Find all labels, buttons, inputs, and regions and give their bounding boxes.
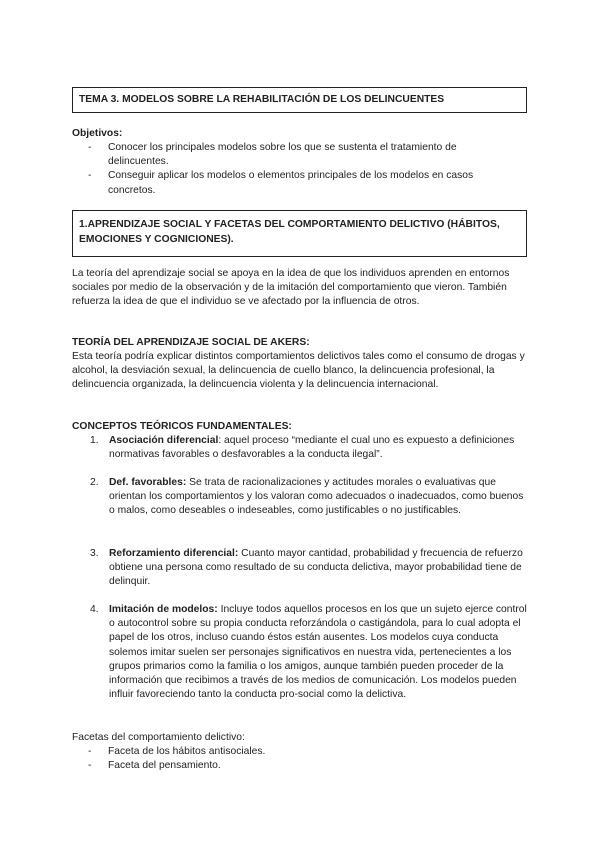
intro-paragraph: La teoría del aprendizaje social se apoya en la idea de que los individuos aprenden en entornos sociales por medio de la observación y de la imitación del comportamiento que vieron. También refuerza la idea de que el individuo se ve afectado por la influencia de otros. <box>72 268 510 308</box>
concept-text: Cuanto mayor cantidad, probabilidad y frecuencia de refuerzo obtiene una persona como resultado de su conducta delictiva, mayor probabilidad tiene de delinquir. <box>109 548 523 588</box>
concept-item <box>90 547 530 590</box>
section-title: 1.APRENDIZAJE SOCIAL Y FACETAS DEL COMPORTAMIENTO DELICTIVO (HÁBITOS, EMOCIONES Y COGNICIONES). <box>79 219 500 245</box>
concept-term: Def. favorables: <box>109 477 187 488</box>
objective-item: - Conocer los principales modelos sobre los que se sustenta el tratamiento de delincuentes. <box>88 141 508 169</box>
concept-term: Reforzamiento diferencial: <box>109 548 239 559</box>
concept-term: Imitación de modelos: <box>109 604 218 615</box>
section-title-box <box>72 210 527 257</box>
concept-item <box>90 603 530 702</box>
concept-number: 4. <box>90 604 99 615</box>
akers-heading: TEORÍA DEL APRENDIZAJE SOCIAL DE AKERS: <box>72 337 310 348</box>
chapter-title: TEMA 3. MODELOS SOBRE LA REHABILITACIÓN DE LOS DELINCUENTES <box>79 94 445 105</box>
concept-number: 1. <box>90 435 99 446</box>
concept-term: Asociación diferencial <box>109 435 219 446</box>
facets-list <box>88 745 508 773</box>
objectives-heading: Objetivos: <box>72 128 123 139</box>
concept-item <box>90 476 530 519</box>
concept-text: : aquel proceso “mediante el cual uno es expuesto a definiciones normativas favorables o desfavorables a la conducta ilegal”. <box>109 435 515 461</box>
concept-text: Incluye todos aquellos procesos en los que un sujeto ejerce control o autocontrol sobre su propia conducta reforzándola o castigándola, para lo cual adopta el papel de los otros, incluso cuando éstos están ausentes. Los modelos cuya conducta solemos imitar suelen ser personajes significativos en nuestra vida, pertenecientes a los grupos primarios como la familia o los amigos, aunque también pueden proceder de la información que recibimos a través de los medios de comunicación. Los modelos pueden influir favoreciendo tanto la conducta pro-social como la delictiva. <box>109 604 527 701</box>
facet-item: - Faceta del pensamiento. <box>88 759 508 773</box>
objective-item: - Conseguir aplicar los modelos o elementos principales de los modelos en casos concretos. <box>88 169 508 197</box>
objectives-list <box>88 141 508 198</box>
concept-number: 2. <box>90 477 99 488</box>
concepts-heading: CONCEPTOS TEÓRICOS FUNDAMENTALES: <box>72 421 292 432</box>
concept-item <box>90 434 530 462</box>
facets-heading: Facetas del comportamiento delictivo: <box>72 732 245 743</box>
chapter-title-box <box>72 87 527 113</box>
concept-text: Se trata de racionalizaciones y actitudes morales o evaluativas que orientan los comportamientos y los valoran como adecuados o inadecuados, como buenos o malos, como deseables o indeseables, como justificables o no justificables. <box>109 477 524 517</box>
concept-number: 3. <box>90 548 99 559</box>
facet-item: - Faceta de los hábitos antisociales. <box>88 745 508 759</box>
akers-paragraph: Esta teoría podría explicar distintos comportamientos delictivos tales como el consumo de drogas y alcohol, la desviación sexual, la delincuencia de cuello blanco, la delincuencia profesional, la delincuencia organizada, la delincuencia violenta y la delincuencia internacional. <box>72 351 525 391</box>
